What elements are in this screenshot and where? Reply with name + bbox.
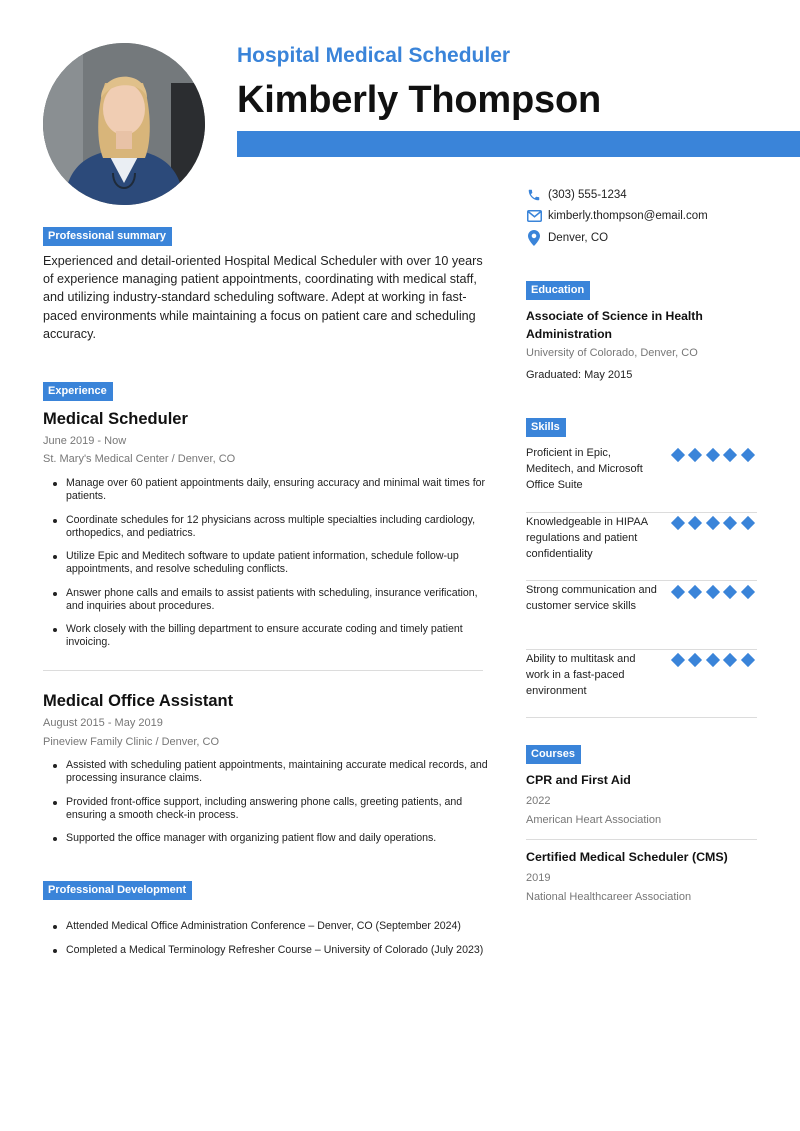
courses-heading: Courses — [526, 745, 581, 764]
skill-item — [526, 444, 757, 513]
prof-dev-bullets — [43, 920, 498, 957]
rating-diamond-icon — [705, 584, 719, 598]
candidate-name: Kimberly Thompson — [237, 79, 601, 121]
skill-label: Strong communication and customer service skills — [526, 584, 657, 612]
contact-block — [526, 184, 708, 249]
rating-diamond-icon — [740, 653, 754, 667]
job-title: Hospital Medical Scheduler — [237, 44, 511, 67]
skill-item — [526, 513, 757, 582]
list-item: Supported the office manager with organizing patient flow and daily operations. — [43, 832, 498, 845]
summary-heading: Professional summary — [43, 227, 172, 246]
rating-diamond-icon — [670, 584, 684, 598]
course-name-2: Certified Medical Scheduler (CMS) — [526, 850, 728, 864]
phone-text: (303) 555-1234 — [548, 188, 627, 201]
job-dates-1: June 2019 - Now — [43, 435, 127, 447]
rating-diamond-icon — [705, 653, 719, 667]
skill-rating — [671, 654, 754, 667]
rating-diamond-icon — [723, 653, 737, 667]
rating-diamond-icon — [688, 584, 702, 598]
skill-label: Ability to multitask and work in a fast-paced environment — [526, 652, 636, 697]
list-item: Completed a Medical Terminology Refresher Course – University of Colorado (July 2023) — [43, 944, 498, 957]
profile-photo — [43, 43, 205, 205]
rating-diamond-icon — [723, 447, 737, 461]
job-bullets-2 — [43, 759, 498, 845]
rating-diamond-icon — [670, 653, 684, 667]
job-title-1: Medical Scheduler — [43, 410, 188, 428]
skills-heading: Skills — [526, 418, 566, 437]
education-graduated: Graduated: May 2015 — [526, 369, 633, 381]
contact-phone — [526, 184, 708, 206]
location-text: Denver, CO — [548, 231, 609, 244]
divider — [43, 670, 483, 671]
rating-diamond-icon — [705, 447, 719, 461]
education-school: University of Colorado, Denver, CO — [526, 347, 698, 359]
skill-item — [526, 581, 757, 650]
skill-rating — [671, 517, 754, 530]
skill-rating — [671, 448, 754, 461]
job-place-1: St. Mary's Medical Center / Denver, CO — [43, 453, 236, 465]
map-pin-icon — [526, 230, 542, 246]
experience-heading: Experience — [43, 382, 113, 401]
list-item: Attended Medical Office Administration Conference – Denver, CO (September 2024) — [43, 920, 498, 933]
prof-dev-heading: Professional Development — [43, 881, 192, 900]
job-title-2: Medical Office Assistant — [43, 692, 234, 710]
job-dates-2: August 2015 - May 2019 — [43, 717, 163, 729]
job-place-2: Pineview Family Clinic / Denver, CO — [43, 736, 220, 748]
rating-diamond-icon — [688, 447, 702, 461]
education-degree: Associate of Science in Health Administration — [526, 309, 703, 341]
phone-icon — [526, 187, 542, 203]
rating-diamond-icon — [670, 447, 684, 461]
skills-list — [526, 444, 757, 718]
header-accent-bar — [237, 131, 800, 157]
skill-rating — [671, 585, 754, 598]
course-year-1: 2022 — [526, 795, 551, 807]
rating-diamond-icon — [688, 653, 702, 667]
rating-diamond-icon — [670, 516, 684, 530]
rating-diamond-icon — [723, 584, 737, 598]
rating-diamond-icon — [688, 516, 702, 530]
rating-diamond-icon — [740, 584, 754, 598]
summary-text: Experienced and detail-oriented Hospital Medical Scheduler with over 10 years of experience managing patient appointments, coordinating with medical staff, and utilizing industry-standard scheduling software. Adept at working in fast-paced environments while maintaining a focus on patient care and scheduling accuracy. — [43, 254, 483, 341]
list-item: Coordinate schedules for 12 physicians across multiple specialties including cardiology, orthopedics, and pediatrics. — [43, 514, 498, 540]
email-text: kimberly.thompson@email.com — [548, 210, 708, 223]
skill-item — [526, 650, 757, 719]
course-org-1: American Heart Association — [526, 814, 662, 826]
divider — [526, 839, 757, 840]
contact-location — [526, 227, 708, 249]
list-item: Provided front-office support, including answering phone calls, greeting patients, and ensuring a smooth check-in process. — [43, 796, 498, 822]
rating-diamond-icon — [723, 516, 737, 530]
rating-diamond-icon — [740, 516, 754, 530]
course-org-2: National Healthcareer Association — [526, 891, 692, 903]
list-item: Work closely with the billing department to ensure accurate coding and timely patient invoicing. — [43, 623, 498, 649]
envelope-icon — [526, 208, 542, 224]
list-item: Manage over 60 patient appointments daily, ensuring accuracy and minimal wait times for patients. — [43, 477, 498, 503]
skill-label: Knowledgeable in HIPAA regulations and patient confidentiality — [526, 515, 648, 560]
list-item: Answer phone calls and emails to assist patients with scheduling, insurance verification, and inquiries about procedures. — [43, 587, 498, 613]
skill-label: Proficient in Epic, Meditech, and Microsoft Office Suite — [526, 447, 643, 491]
course-year-2: 2019 — [526, 872, 551, 884]
list-item: Utilize Epic and Meditech software to update patient information, schedule follow-up appointments, and resolve scheduling conflicts. — [43, 550, 498, 576]
education-heading: Education — [526, 281, 590, 300]
course-name-1: CPR and First Aid — [526, 773, 631, 787]
job-bullets-1 — [43, 477, 498, 649]
list-item: Assisted with scheduling patient appointments, maintaining accurate medical records, and processing insurance claims. — [43, 759, 498, 785]
rating-diamond-icon — [740, 447, 754, 461]
contact-email — [526, 206, 708, 228]
rating-diamond-icon — [705, 516, 719, 530]
